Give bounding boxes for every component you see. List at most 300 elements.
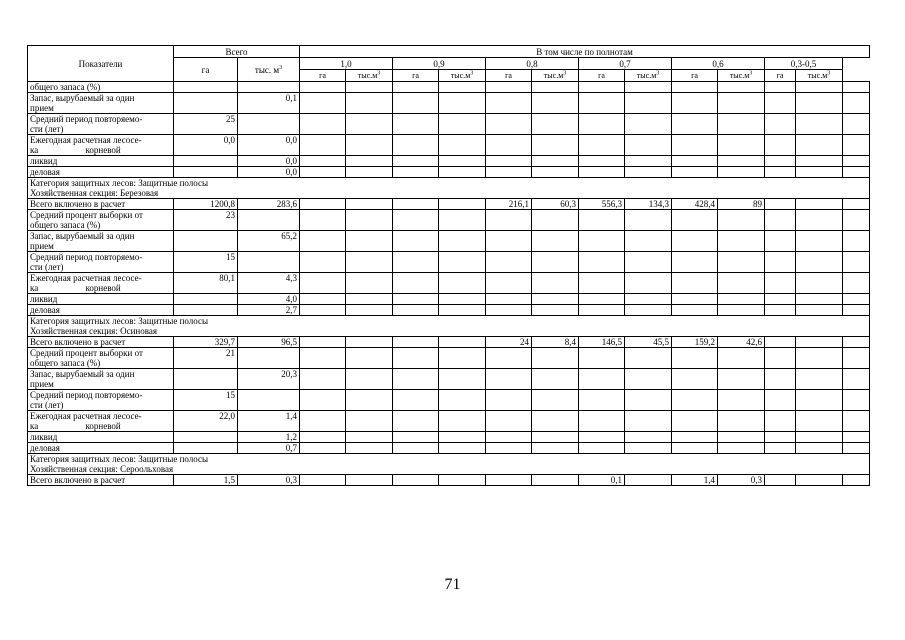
table-cell: 96,5: [238, 337, 300, 348]
table-cell: 25: [174, 114, 238, 135]
table-cell: [439, 348, 486, 369]
table-cell: [625, 443, 672, 454]
table-cell: [796, 199, 843, 210]
table-cell: [625, 294, 672, 305]
table-cell: [439, 167, 486, 178]
table-cell: [346, 210, 393, 231]
table-cell: [718, 411, 765, 432]
table-row: [28, 199, 870, 210]
table-cell: [486, 135, 532, 156]
table-cell: [300, 135, 346, 156]
table-cell: [672, 135, 718, 156]
table-cell: [625, 432, 672, 443]
table-cell: 0,7: [238, 443, 300, 454]
table-cell: [238, 390, 300, 411]
table-cell: [796, 390, 843, 411]
unit-m3-header: $тыс.м^3$: [718, 70, 765, 82]
density-header: 0,9: [393, 58, 486, 70]
table-cell: [300, 432, 346, 443]
table-cell: [486, 348, 532, 369]
table-cell: [439, 273, 486, 294]
table-cell: [672, 369, 718, 390]
table-cell: [672, 305, 718, 316]
row-label: Средний период повторяемо- сти (лет): [28, 390, 174, 411]
table-cell: [625, 156, 672, 167]
row-label: Ежегодная расчетная лесосе- ка корневой: [28, 135, 174, 156]
table-cell: [765, 199, 796, 210]
table-cell: [300, 114, 346, 135]
table-cell: [579, 294, 625, 305]
table-cell: [238, 210, 300, 231]
table-cell: [625, 252, 672, 273]
table-row: [28, 135, 870, 156]
table-cell: [625, 135, 672, 156]
table-cell: [765, 156, 796, 167]
table-cell: [843, 114, 870, 135]
table-cell: [579, 210, 625, 231]
table-cell: 0,0: [238, 135, 300, 156]
table-cell: [625, 305, 672, 316]
table-row: [28, 114, 870, 135]
table-cell: [486, 411, 532, 432]
table-cell: [579, 348, 625, 369]
table-cell: [486, 167, 532, 178]
table-cell: [486, 443, 532, 454]
table-cell: [300, 167, 346, 178]
table-cell: [346, 114, 393, 135]
table-row: [28, 273, 870, 294]
table-cell: [765, 273, 796, 294]
table-cell: [718, 252, 765, 273]
table-cell: [765, 231, 796, 252]
table-cell: [393, 93, 439, 114]
row-label: Запас, вырубаемый за один прием: [28, 93, 174, 114]
table-cell: [796, 156, 843, 167]
table-cell: [393, 210, 439, 231]
table-cell: [300, 305, 346, 316]
table-cell: [439, 252, 486, 273]
table-cell: [765, 348, 796, 369]
table-cell: [579, 390, 625, 411]
table-cell: [765, 337, 796, 348]
table-cell: [486, 305, 532, 316]
table-cell: [346, 252, 393, 273]
table-cell: [796, 135, 843, 156]
table-cell: [174, 443, 238, 454]
table-cell: [843, 231, 870, 252]
allowable-cut-table: [27, 45, 870, 486]
table-cell: [393, 82, 439, 93]
table-cell: [765, 167, 796, 178]
row-label: Запас, вырубаемый за один прием: [28, 231, 174, 252]
table-cell: [486, 231, 532, 252]
table-cell: [625, 348, 672, 369]
table-cell: [625, 273, 672, 294]
table-cell: [843, 135, 870, 156]
table-cell: [579, 273, 625, 294]
table-cell: [238, 114, 300, 135]
table-cell: [672, 348, 718, 369]
table-cell: [718, 93, 765, 114]
category-label: Категория защитных лесов: Защитные полосы Хозяйственная секция: Березовая: [28, 178, 870, 199]
indicators-header: Показатели: [28, 46, 174, 82]
table-cell: [672, 252, 718, 273]
table-cell: [796, 114, 843, 135]
table-cell: [439, 82, 486, 93]
table-header: [28, 46, 870, 82]
table-cell: [393, 475, 439, 486]
table-cell: [672, 114, 718, 135]
table-cell: [765, 252, 796, 273]
table-cell: [718, 390, 765, 411]
unit-m3-header: $тыс.м^3$: [796, 70, 843, 82]
table-row: [28, 305, 870, 316]
table-cell: [238, 82, 300, 93]
table-cell: 1200,8: [174, 199, 238, 210]
table-cell: [796, 305, 843, 316]
table-cell: 0,1: [238, 93, 300, 114]
table-cell: [393, 348, 439, 369]
table-cell: [532, 348, 579, 369]
table-cell: [532, 231, 579, 252]
table-cell: 1,5: [174, 475, 238, 486]
table-cell: 0,3: [718, 475, 765, 486]
total-m3-header: тыс. $м^3$: [238, 58, 300, 82]
unit-m3-header: $тыс.м^3$: [532, 70, 579, 82]
table-cell: [486, 432, 532, 443]
table-cell: 1,2: [238, 432, 300, 443]
table-cell: [796, 411, 843, 432]
table-row: [28, 475, 870, 486]
table-cell: [532, 294, 579, 305]
table-cell: [486, 390, 532, 411]
table-cell: [486, 294, 532, 305]
table-cell: [174, 432, 238, 443]
table-cell: [393, 369, 439, 390]
table-cell: [174, 93, 238, 114]
table-cell: [346, 135, 393, 156]
unit-ha-header: га: [579, 70, 625, 82]
table-cell: [796, 252, 843, 273]
table-cell: [843, 82, 870, 93]
row-label: деловая: [28, 167, 174, 178]
table-cell: [346, 390, 393, 411]
table-cell: [843, 337, 870, 348]
table-cell: [486, 210, 532, 231]
table-cell: [486, 369, 532, 390]
table-cell: [300, 231, 346, 252]
table-cell: [532, 432, 579, 443]
table-cell: [346, 93, 393, 114]
table-cell: 0,1: [579, 475, 625, 486]
table-cell: [174, 167, 238, 178]
table-cell: [300, 294, 346, 305]
table-cell: [393, 231, 439, 252]
row-label: Средний процент выборки от общего запаса (%): [28, 348, 174, 369]
table-cell: [439, 135, 486, 156]
table-cell: [672, 273, 718, 294]
table-cell: [393, 443, 439, 454]
table-cell: [796, 432, 843, 443]
table-cell: [532, 114, 579, 135]
table-cell: [393, 167, 439, 178]
table-row: [28, 390, 870, 411]
table-cell: [532, 93, 579, 114]
table-cell: 0,0: [238, 156, 300, 167]
density-header: 0,7: [579, 58, 672, 70]
table-cell: [346, 432, 393, 443]
table-cell: [393, 199, 439, 210]
table-cell: [532, 273, 579, 294]
table-row: [28, 252, 870, 273]
unit-ha-header: га: [300, 70, 346, 82]
row-label: Всего включено в расчет: [28, 199, 174, 210]
table-cell: 0,0: [174, 135, 238, 156]
table-cell: [486, 114, 532, 135]
table-cell: [625, 114, 672, 135]
table-cell: [532, 82, 579, 93]
table-row: [28, 337, 870, 348]
table-cell: [346, 369, 393, 390]
table-cell: [439, 199, 486, 210]
row-label: Всего включено в расчет: [28, 337, 174, 348]
table-cell: [579, 411, 625, 432]
table-cell: [532, 475, 579, 486]
table-cell: [843, 167, 870, 178]
table-cell: [718, 135, 765, 156]
table-row: [28, 443, 870, 454]
table-cell: 21: [174, 348, 238, 369]
category-label: Категория защитных лесов: Защитные полосы Хозяйственная секция: Осиновая: [28, 316, 870, 337]
table-cell: 22,0: [174, 411, 238, 432]
including-header: В том числе по полнотам: [300, 46, 870, 58]
table-cell: [486, 252, 532, 273]
table-cell: [300, 273, 346, 294]
table-cell: 134,3: [625, 199, 672, 210]
table-cell: [843, 199, 870, 210]
table-cell: [625, 231, 672, 252]
table-cell: [486, 156, 532, 167]
row-label: деловая: [28, 443, 174, 454]
table-cell: [174, 82, 238, 93]
table-cell: [300, 337, 346, 348]
table-cell: [579, 167, 625, 178]
category-row: [28, 178, 870, 199]
table-cell: [765, 93, 796, 114]
table-cell: [393, 337, 439, 348]
unit-ha-header: га: [393, 70, 439, 82]
table-cell: 42,6: [718, 337, 765, 348]
table-cell: [439, 210, 486, 231]
table-cell: 20,3: [238, 369, 300, 390]
table-cell: [796, 167, 843, 178]
table-row: [28, 432, 870, 443]
table-row: [28, 411, 870, 432]
report-sheet: [27, 45, 869, 486]
table-cell: [393, 273, 439, 294]
table-cell: [393, 305, 439, 316]
table-cell: [625, 411, 672, 432]
table-cell: [174, 369, 238, 390]
table-cell: [393, 252, 439, 273]
table-cell: [843, 411, 870, 432]
table-cell: [796, 369, 843, 390]
row-label: деловая: [28, 305, 174, 316]
table-cell: [486, 82, 532, 93]
table-cell: [238, 252, 300, 273]
table-cell: 15: [174, 390, 238, 411]
row-label: общего запаса (%): [28, 82, 174, 93]
table-cell: 0,3: [238, 475, 300, 486]
table-cell: [843, 305, 870, 316]
table-cell: 283,6: [238, 199, 300, 210]
row-label: Средний период повторяемо- сти (лет): [28, 252, 174, 273]
table-cell: [439, 369, 486, 390]
table-row: [28, 369, 870, 390]
table-cell: [843, 294, 870, 305]
table-cell: [718, 294, 765, 305]
table-cell: [796, 337, 843, 348]
table-cell: [439, 231, 486, 252]
table-row: [28, 156, 870, 167]
table-cell: [346, 443, 393, 454]
table-cell: [174, 294, 238, 305]
table-cell: [346, 337, 393, 348]
table-cell: [579, 231, 625, 252]
table-cell: [672, 390, 718, 411]
table-cell: [439, 390, 486, 411]
table-cell: [796, 82, 843, 93]
table-cell: [843, 93, 870, 114]
table-cell: [625, 475, 672, 486]
table-cell: [300, 210, 346, 231]
table-cell: [486, 475, 532, 486]
table-cell: [843, 432, 870, 443]
table-cell: 89: [718, 199, 765, 210]
table-cell: [439, 443, 486, 454]
table-cell: [579, 432, 625, 443]
table-cell: [579, 82, 625, 93]
table-cell: [579, 252, 625, 273]
table-cell: [300, 93, 346, 114]
table-cell: [532, 305, 579, 316]
table-cell: [439, 432, 486, 443]
table-cell: [796, 348, 843, 369]
table-cell: [300, 411, 346, 432]
density-header: 1,0: [300, 58, 393, 70]
row-label: Ежегодная расчетная лесосе- ка корневой: [28, 273, 174, 294]
category-label: Категория защитных лесов: Защитные полосы Хозяйственная секция: Сероольховая: [28, 454, 870, 475]
table-cell: [765, 135, 796, 156]
table-row: [28, 348, 870, 369]
table-cell: [300, 348, 346, 369]
table-cell: [843, 443, 870, 454]
table-cell: [579, 443, 625, 454]
density-header: 0,8: [486, 58, 579, 70]
table-cell: [300, 156, 346, 167]
table-cell: 60,3: [532, 199, 579, 210]
row-label: ликвид: [28, 156, 174, 167]
table-cell: [532, 390, 579, 411]
table-row: [28, 82, 870, 93]
table-cell: [718, 273, 765, 294]
table-cell: [718, 305, 765, 316]
table-cell: [579, 156, 625, 167]
table-cell: 45,5: [625, 337, 672, 348]
table-cell: [718, 231, 765, 252]
table-cell: [672, 82, 718, 93]
table-cell: [718, 114, 765, 135]
table-cell: [174, 305, 238, 316]
table-cell: [672, 210, 718, 231]
table-cell: [439, 93, 486, 114]
table-cell: [718, 167, 765, 178]
table-cell: [439, 411, 486, 432]
table-cell: [843, 390, 870, 411]
table-row: [28, 167, 870, 178]
table-cell: 0,0: [238, 167, 300, 178]
table-cell: [532, 369, 579, 390]
unit-m3-header: $тыс.м^3$: [346, 70, 393, 82]
table-cell: [300, 369, 346, 390]
table-cell: [718, 156, 765, 167]
unit-m3-header: $тыс.м^3$: [439, 70, 486, 82]
table-cell: [439, 305, 486, 316]
table-cell: [300, 390, 346, 411]
table-cell: [393, 156, 439, 167]
table-cell: [765, 114, 796, 135]
table-cell: [765, 210, 796, 231]
table-cell: [346, 294, 393, 305]
table-row: [28, 210, 870, 231]
table-cell: [625, 210, 672, 231]
table-cell: 329,7: [174, 337, 238, 348]
table-cell: 428,4: [672, 199, 718, 210]
table-cell: [625, 390, 672, 411]
table-cell: [393, 135, 439, 156]
unit-ha-header: га: [765, 70, 796, 82]
row-label: ликвид: [28, 294, 174, 305]
table-cell: 15: [174, 252, 238, 273]
table-row: [28, 93, 870, 114]
density-header: 0,3-0,5: [765, 58, 843, 70]
table-cell: [765, 82, 796, 93]
table-cell: [532, 167, 579, 178]
table-cell: [439, 294, 486, 305]
table-cell: [672, 93, 718, 114]
table-cell: [765, 294, 796, 305]
total-header: Всего: [174, 46, 300, 58]
table-cell: [346, 231, 393, 252]
row-label: Всего включено в расчет: [28, 475, 174, 486]
table-cell: [796, 231, 843, 252]
table-cell: [393, 390, 439, 411]
table-cell: 8,4: [532, 337, 579, 348]
unit-m3-header: $тыс.м^3$: [625, 70, 672, 82]
table-cell: [843, 348, 870, 369]
table-cell: 1,4: [238, 411, 300, 432]
table-cell: 159,2: [672, 337, 718, 348]
table-cell: [300, 252, 346, 273]
table-cell: [579, 93, 625, 114]
table-cell: [672, 167, 718, 178]
table-cell: [843, 475, 870, 486]
category-row: [28, 316, 870, 337]
table-row: [28, 231, 870, 252]
table-cell: [300, 199, 346, 210]
table-cell: [672, 156, 718, 167]
table-cell: [346, 167, 393, 178]
